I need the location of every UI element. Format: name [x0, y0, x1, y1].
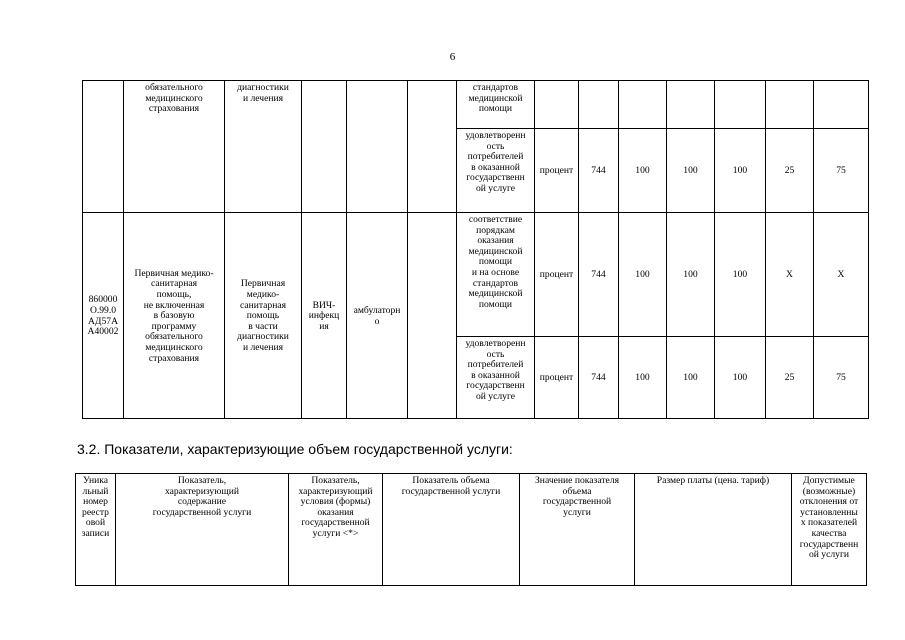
table-cell	[619, 81, 667, 129]
table-cell: 100	[619, 337, 667, 419]
table-cell	[814, 81, 869, 129]
table-cell: 100	[667, 337, 715, 419]
table-header: Показатель, характеризующий условия (формы) оказания государственной услуги <*>	[289, 474, 383, 586]
table-cell: процент	[535, 337, 579, 419]
table-cell	[408, 213, 457, 419]
table-cell: стандартов медицинской помощи	[457, 81, 535, 129]
table-cell: обязательного медицинского страхования	[124, 81, 225, 213]
page-number: 6	[449, 51, 456, 63]
table-header: Показатель, характеризующий содержание государственной услуги	[116, 474, 289, 586]
table-cell	[83, 81, 124, 213]
table-cell: удовлетворенн ость потребителей в оказанной государственн ой услуге	[457, 337, 535, 419]
table-row	[76, 474, 867, 586]
table-header: Уника льный номер реестр овой записи	[76, 474, 116, 586]
table-header: Показатель объема государственной услуги	[383, 474, 520, 586]
table-header: Допустимые (возможные) отклонения от установленны х показателей качества государственн ой услуги	[792, 474, 867, 586]
table-cell	[667, 81, 715, 129]
quality-indicators-table	[82, 80, 869, 419]
volume-indicators-table	[75, 473, 867, 586]
table-row	[83, 213, 869, 337]
table-cell: 100	[715, 213, 766, 337]
table-cell: 100	[667, 213, 715, 337]
table-cell: Х	[814, 213, 869, 337]
table-cell: 100	[715, 129, 766, 213]
table-cell: процент	[535, 213, 579, 337]
table-cell: диагностики и лечения	[225, 81, 302, 213]
table-cell: Х	[766, 213, 814, 337]
table-cell	[579, 81, 619, 129]
table-cell: 100	[619, 213, 667, 337]
table-cell: 100	[715, 337, 766, 419]
table-cell	[535, 81, 579, 129]
table-cell: амбулаторн о	[347, 213, 408, 419]
table-cell: соответствие порядкам оказания медицинской помощи и на основе стандартов медицинской помощи	[457, 213, 535, 337]
table-cell: 744	[579, 129, 619, 213]
table-header: Размер платы (цена. тариф)	[635, 474, 792, 586]
table-header: Значение показателя объема государственной услуги	[520, 474, 635, 586]
table-cell	[347, 81, 408, 213]
table-cell: 860000 О.99.0 АД57А А40002	[83, 213, 124, 419]
table-cell: удовлетворенн ость потребителей в оказанной государственн ой услуге	[457, 129, 535, 213]
table-cell	[408, 81, 457, 213]
table-cell: процент	[535, 129, 579, 213]
table-cell: 75	[814, 129, 869, 213]
table-row	[83, 81, 869, 129]
table-cell	[766, 81, 814, 129]
table-cell: 744	[579, 337, 619, 419]
table-cell: 100	[619, 129, 667, 213]
table-cell: 744	[579, 213, 619, 337]
table-cell	[715, 81, 766, 129]
section-title: 3.2. Показатели, характеризующие объем государственной услуги:	[77, 441, 513, 457]
table-cell: 75	[814, 337, 869, 419]
table-cell: Первичная медико- санитарная помощь в части диагностики и лечения	[225, 213, 302, 419]
table-cell	[302, 81, 347, 213]
table-cell: 25	[766, 129, 814, 213]
table-cell: 100	[667, 129, 715, 213]
table-cell: 25	[766, 337, 814, 419]
table-cell: Первичная медико- санитарная помощь, не включенная в базовую программу обязательного медицинского страхования	[124, 213, 225, 419]
table-cell: ВИЧ- инфекц ия	[302, 213, 347, 419]
